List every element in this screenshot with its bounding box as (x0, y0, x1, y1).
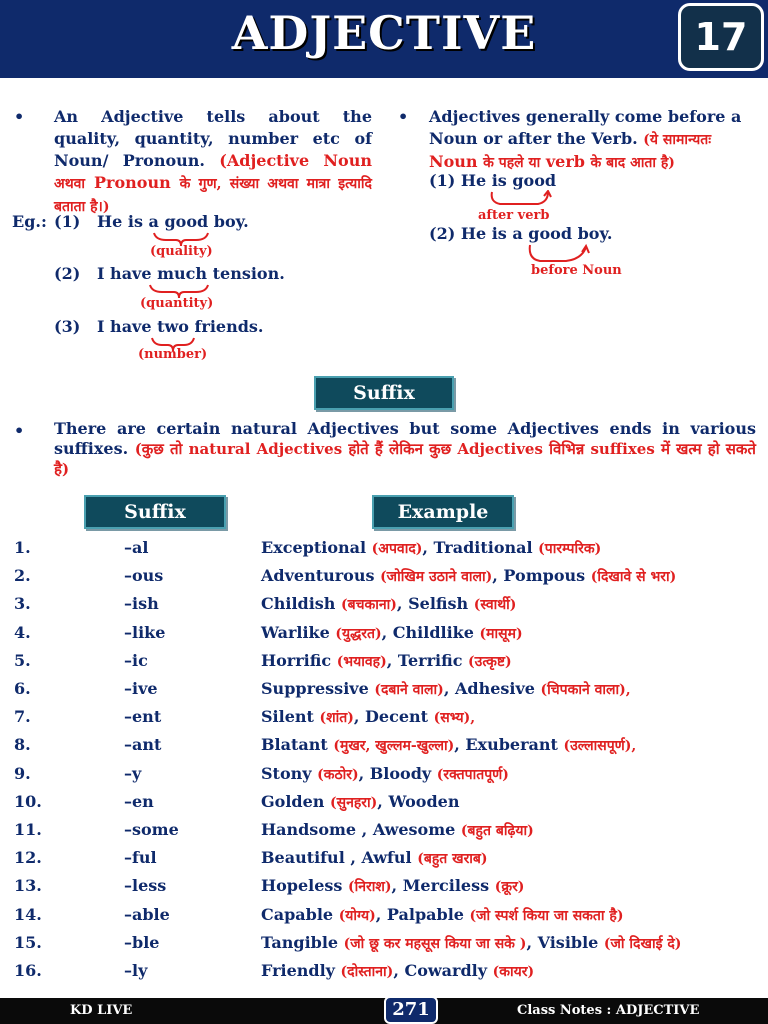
row-number: 10. (14, 791, 42, 811)
example-meaning-2: (उल्लासपूर्ण), (563, 738, 637, 755)
example-meaning-1: (भयावह) (336, 653, 387, 670)
example-meaning-2: (सभ्य), (433, 710, 476, 727)
example-meaning-2: (स्वार्थी) (473, 597, 517, 614)
table-row (0, 538, 768, 566)
example-word-2: Awesome (372, 820, 456, 839)
example-word-2: Terrific (397, 650, 463, 670)
page-number: 271 (384, 996, 438, 1024)
row-number: 2. (14, 566, 31, 586)
example-separator: , (386, 650, 393, 670)
example-separator: , (377, 791, 383, 811)
table-row (0, 566, 768, 594)
row-suffix: –ful (124, 848, 157, 868)
example-meaning-1: (योग्य) (338, 907, 376, 924)
example-1-num: (1) (54, 212, 81, 231)
row-number: 15. (14, 932, 42, 952)
example-word-1: Blatant (261, 735, 328, 755)
row-number: 3. (14, 594, 31, 614)
example-3 (54, 317, 264, 336)
bullet-icon: • (398, 107, 409, 126)
example-meaning-1: (कठोर) (317, 766, 359, 783)
table-row (0, 623, 768, 651)
row-suffix: –ant (124, 735, 162, 755)
row-examples (261, 623, 523, 643)
table-row (0, 707, 768, 735)
row-suffix: –able (124, 904, 170, 924)
example-word-2: Cowardly (404, 961, 488, 980)
right-example-1: (1) He is good (429, 171, 557, 190)
example-meaning-2: (जो दिखाई दे) (603, 935, 682, 952)
example-word-2: Merciless (402, 876, 490, 896)
table-row (0, 848, 768, 876)
example-meaning-2: (बहुत खराब) (417, 851, 488, 868)
intro-left-hindi-4: के गुण, संख्या अथवा मात्रा इत्यादि बताता है।) (54, 176, 372, 215)
column-header-example: Example (372, 495, 514, 529)
row-suffix: –ic (124, 650, 148, 670)
footer-class-notes: Class Notes : ADJECTIVE (517, 1003, 700, 1018)
example-2-before: I have (97, 264, 152, 283)
example-word-2: Palpable (386, 904, 464, 924)
example-meaning-2: (चिपकाने वाला), (540, 682, 631, 698)
table-row (0, 651, 768, 679)
example-word-1: Horrific (261, 650, 332, 670)
table-row (0, 820, 768, 848)
row-number: 14. (14, 904, 42, 924)
arrow-icon (488, 190, 552, 210)
row-number: 8. (14, 735, 31, 755)
intro-left-hindi-2: अथवा (54, 176, 86, 192)
example-meaning-1: (जो छू कर महसूस किया जा सके ) (343, 935, 527, 952)
example-word-1: Suppressive (261, 679, 369, 698)
example-word-2: Wooden (388, 791, 460, 811)
example-3-num: (3) (54, 317, 81, 336)
row-examples (261, 594, 516, 614)
intro-right-text: Adjectives generally come before a Noun or after the Verb. (429, 107, 742, 148)
example-separator: , (443, 679, 450, 698)
example-word-1: Exceptional (261, 538, 367, 557)
example-word-1: Golden (261, 791, 325, 811)
intro-left-text: An Adjective tells about the quality, quantity, number etc of Noun/ Pronoun. (54, 107, 372, 170)
row-suffix: –some (124, 820, 179, 839)
example-1-note: (quality) (150, 244, 213, 259)
row-examples (261, 905, 623, 925)
example-meaning-2: (दिखावे से भरा) (590, 569, 677, 586)
table-row (0, 933, 768, 961)
row-number: 4. (14, 622, 31, 642)
example-3-word: two (157, 317, 189, 336)
example-separator: , (353, 707, 360, 727)
bullet-icon: • (14, 107, 25, 126)
example-separator: , (358, 763, 365, 783)
intro-left-paragraph (54, 106, 372, 218)
example-1-after: boy. (213, 212, 249, 231)
example-3-before: I have (97, 317, 152, 336)
table-row (0, 764, 768, 792)
example-word-1: Tangible (261, 932, 339, 952)
row-number: 5. (14, 650, 31, 670)
example-word-1: Friendly (261, 961, 335, 980)
intro-right-hindi-4: verb (545, 152, 585, 171)
example-word-2: Awful (361, 848, 412, 868)
example-word-2: Pompous (503, 566, 586, 586)
example-separator: , (391, 876, 398, 896)
example-1 (54, 212, 249, 231)
intro-right-hindi-2: Noun (429, 152, 478, 171)
table-row (0, 594, 768, 622)
suffix-heading: Suffix (314, 376, 454, 410)
row-examples (261, 707, 475, 727)
example-meaning-1: (अपवाद) (371, 541, 423, 557)
example-meaning-1: (बचकाना) (341, 597, 397, 614)
row-number: 11. (14, 820, 42, 839)
row-number: 16. (14, 961, 42, 980)
intro-right-hindi-1: (ये सामान्यतः (643, 132, 712, 148)
table-row (0, 905, 768, 933)
eg-label: Eg.: (12, 212, 47, 231)
example-meaning-2: (उत्कृष्ट) (468, 653, 512, 670)
example-meaning-2: (बहुत बढ़िया) (460, 823, 534, 839)
row-number: 1. (14, 538, 31, 557)
row-suffix: –en (124, 791, 154, 811)
table-row (0, 679, 768, 707)
row-number: 13. (14, 876, 42, 896)
row-suffix: –ble (124, 932, 160, 952)
example-meaning-1: (जोखिम उठाने वाला) (380, 569, 493, 586)
row-suffix: –like (124, 622, 166, 642)
suffix-paragraph (54, 419, 756, 479)
column-header-suffix: Suffix (84, 495, 226, 529)
intro-right-paragraph (429, 106, 757, 174)
example-separator: , (396, 594, 403, 614)
row-examples (261, 679, 631, 699)
example-meaning-2: (रक्तपातपूर्ण) (436, 766, 509, 783)
example-word-1: Capable (261, 904, 334, 924)
example-separator: , (526, 932, 533, 952)
example-word-1: Beautiful (261, 848, 345, 868)
example-separator: , (454, 735, 460, 755)
intro-left-hindi-1: (Adjective Noun (219, 151, 372, 170)
row-examples (261, 566, 676, 586)
row-number: 7. (14, 707, 31, 727)
row-suffix: –less (124, 876, 167, 896)
row-suffix: –y (124, 763, 142, 783)
row-examples (261, 848, 488, 868)
example-meaning-2: (कायर) (492, 964, 535, 980)
example-meaning-2: (पारम्परिक) (538, 541, 602, 557)
example-word-2: Visible (537, 932, 599, 952)
example-word-1: Silent (261, 707, 314, 727)
example-separator: , (375, 904, 382, 924)
right-example-2: (2) He is a good boy. (429, 224, 613, 243)
chapter-number-badge: 17 (678, 3, 764, 71)
example-separator: , (361, 820, 368, 839)
table-row (0, 961, 768, 989)
row-examples (261, 764, 509, 784)
example-word-1: Handsome (261, 820, 357, 839)
example-word-2: Selfish (408, 594, 469, 614)
row-suffix: –ent (124, 707, 162, 727)
row-suffix: –ive (124, 679, 158, 698)
example-meaning-1: (शांत) (319, 710, 354, 727)
row-suffix: –ous (124, 566, 164, 586)
example-word-2: Childlike (392, 622, 474, 642)
example-word-1: Hopeless (261, 876, 343, 896)
example-meaning-2: (मासूम) (479, 625, 523, 642)
example-2-num: (2) (54, 264, 81, 283)
example-meaning-1: (दोस्ताना) (340, 964, 394, 980)
intro-right-hindi-3: के पहले या (483, 155, 541, 171)
example-word-2: Traditional (433, 538, 533, 557)
row-examples (261, 651, 512, 671)
example-1-before: He is a (97, 212, 159, 231)
example-1-word: good (164, 212, 209, 231)
example-meaning-1: (दबाने वाला) (374, 682, 444, 698)
example-word-1: Childish (261, 594, 336, 614)
example-meaning-2: (जो स्पर्श किया जा सकता है) (469, 907, 624, 924)
row-examples (261, 876, 524, 896)
suffix-para-text: There are certain natural Adjectives but some Adjectives ends in various suffixes. (54, 419, 756, 458)
row-number: 9. (14, 763, 31, 783)
intro-right-hindi-5: के बाद आता है) (590, 155, 675, 171)
example-2-note: (quantity) (140, 296, 214, 311)
example-separator: , (422, 538, 428, 557)
table-row (0, 876, 768, 904)
example-separator: , (393, 961, 399, 980)
example-meaning-1: (युद्धरत) (335, 625, 382, 642)
row-examples (261, 961, 534, 981)
row-examples (261, 933, 681, 953)
example-word-1: Adventurous (261, 566, 375, 586)
example-word-1: Warlike (261, 622, 330, 642)
row-examples (261, 538, 601, 558)
example-word-2: Bloody (369, 763, 432, 783)
row-suffix: –al (124, 538, 149, 557)
example-2 (54, 264, 285, 283)
example-3-after: friends. (194, 317, 264, 336)
right-example-1-note: after verb (478, 208, 550, 223)
row-suffix: –ish (124, 594, 159, 614)
example-word-2: Decent (365, 707, 429, 727)
row-examples (261, 735, 636, 755)
example-separator: , (350, 848, 356, 868)
table-row (0, 735, 768, 763)
example-word-2: Exuberant (465, 735, 558, 755)
example-separator: , (492, 566, 498, 586)
row-number: 6. (14, 679, 31, 698)
example-meaning-1: (मुखर, खुल्लम-खुल्ला) (333, 738, 455, 755)
example-2-word: much (157, 264, 208, 283)
bullet-icon: • (14, 421, 25, 440)
example-meaning-1: (निराश) (348, 879, 392, 896)
row-examples (261, 820, 534, 840)
intro-left-hindi-3: Pronoun (94, 173, 171, 192)
header-bar (0, 0, 768, 78)
example-word-2: Adhesive (454, 679, 535, 698)
footer-brand: KD LIVE (70, 1003, 133, 1018)
row-examples (261, 792, 459, 812)
table-row (0, 792, 768, 820)
page-title: ADJECTIVE (231, 6, 537, 60)
right-example-2-note: before Noun (531, 263, 622, 278)
example-meaning-1: (सुनहरा) (330, 794, 378, 811)
row-number: 12. (14, 848, 42, 868)
example-word-1: Stony (261, 763, 312, 783)
suffix-para-hindi: (कुछ तो natural Adjectives होते हैं लेकिन कुछ Adjectives विभिन्न suffixes में खत्म हो सकते है) (54, 440, 756, 478)
example-meaning-2: (क्रूर) (494, 879, 525, 896)
example-2-after: tension. (212, 264, 285, 283)
example-separator: , (381, 622, 388, 642)
example-3-note: (number) (138, 347, 208, 362)
row-suffix: –ly (124, 961, 148, 980)
